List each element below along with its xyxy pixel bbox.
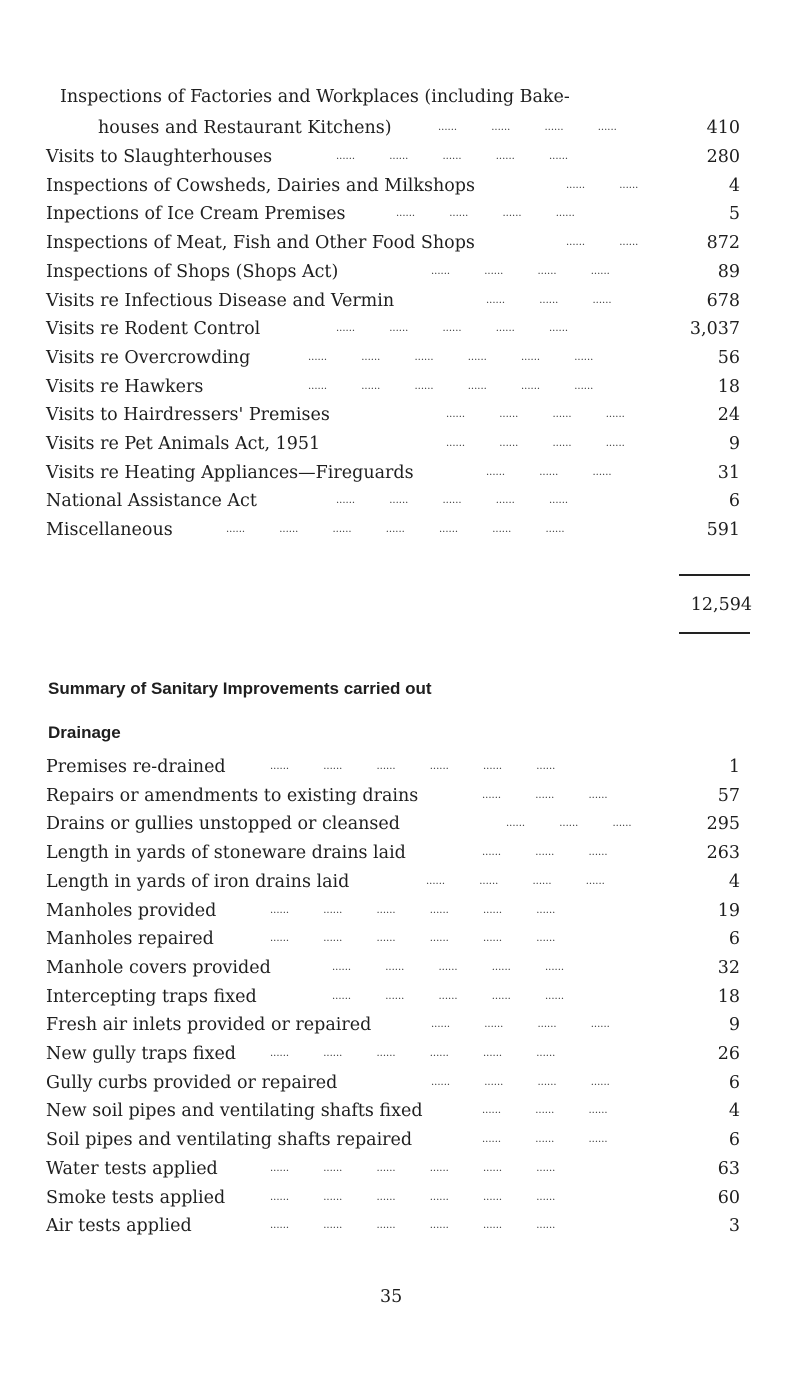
leader-dots: ...... ...... ......: [506, 818, 632, 830]
item-value: 4: [728, 1101, 740, 1122]
leader-dots: ...... ...... ...... ...... ......: [332, 990, 565, 1002]
list-item: [46, 1154, 740, 1184]
item-value: 1: [728, 757, 740, 777]
item-value: 60: [717, 1187, 740, 1208]
list-item: [46, 982, 740, 1012]
leader-dots: ...... ...... ...... ...... ...... ......: [270, 1220, 556, 1232]
item-label: Inspections of Shops (Shops Act): [46, 261, 339, 282]
inspections-header-text2: houses and Restaurant Kitchens): [98, 118, 392, 138]
list-item: [46, 867, 740, 897]
leader-dots: ...... ...... ...... ...... ...... ......: [270, 933, 556, 945]
item-value: 872: [706, 233, 740, 254]
item-label: New soil pipes and ventilating shafts fixed: [46, 1101, 423, 1122]
leader-dots: ...... ...... ......: [486, 466, 612, 478]
item-label: Soil pipes and ventilating shafts repaired: [46, 1130, 413, 1151]
list-item: [46, 1125, 740, 1155]
item-value: 18: [717, 376, 740, 397]
leader-dots: ...... ...... ......: [482, 1134, 608, 1146]
item-label: Visits to Slaughterhouses: [46, 147, 273, 167]
leader-dots: ...... ...... ...... ......: [446, 409, 625, 421]
item-value: 6: [728, 1072, 740, 1093]
list-item: [46, 838, 740, 868]
item-value: 57: [717, 785, 740, 806]
list-item: [46, 953, 740, 983]
item-value: 4: [728, 871, 740, 892]
item-value: 6: [728, 491, 740, 512]
list-item: [46, 458, 740, 488]
item-value: 9: [728, 1015, 740, 1036]
item-label: Intercepting traps fixed: [46, 986, 257, 1007]
list-item: [46, 1183, 740, 1213]
item-label: National Assistance Act: [46, 491, 257, 512]
list-item: [46, 781, 740, 811]
item-label: Repairs or amendments to existing drains: [46, 785, 419, 806]
list-item: [46, 228, 740, 258]
item-value: 89: [717, 261, 740, 282]
item-label: Visits re Rodent Control: [46, 319, 261, 340]
item-value: 3: [728, 1216, 740, 1237]
item-label: Visits re Heating Appliances—Fireguards: [46, 462, 414, 483]
item-value: 6: [728, 1130, 740, 1151]
inspections-header-line1: [60, 82, 740, 112]
item-value: 678: [706, 290, 740, 311]
item-value: 32: [717, 957, 740, 978]
list-item: [46, 343, 740, 373]
item-label: Length in yards of iron drains laid: [46, 871, 350, 892]
item-label: Manholes repaired: [46, 929, 214, 950]
leader-dots: ...... ...... ...... ...... ...... ......: [270, 1162, 556, 1174]
leader-dots: ...... ...... ...... ...... ...... ......: [270, 1191, 556, 1203]
item-value: 9: [728, 434, 740, 454]
leader-dots: ...... ...... ...... ...... ......: [336, 151, 569, 162]
list-item: [46, 142, 740, 172]
leader-dots: ...... ...... ...... ...... ...... ......: [270, 1048, 556, 1059]
item-label: Drains or gullies unstopped or cleansed: [46, 814, 400, 835]
item-value: 5: [728, 204, 740, 225]
item-value: 3,037: [689, 319, 740, 340]
total-rule-bottom: [679, 632, 750, 634]
item-label: Visits re Infectious Disease and Vermin: [46, 290, 395, 311]
list-item: [46, 1211, 740, 1241]
item-label: Miscellaneous: [46, 520, 173, 541]
inspections-first-value: 410: [706, 118, 740, 138]
leader-dots: ...... ...... ...... ...... ...... ......: [308, 351, 594, 363]
item-value: 280: [706, 147, 740, 167]
leader-dots: ...... ...... ...... ......: [426, 875, 605, 887]
list-item: [46, 1010, 740, 1040]
item-label: Inspections of Cowsheds, Dairies and Milkshops: [46, 175, 475, 196]
item-label: Smoke tests applied: [46, 1187, 226, 1208]
leader-dots: ...... ...... ...... ...... ...... ......: [270, 904, 556, 916]
item-label: Air tests applied: [46, 1216, 192, 1237]
item-value: 24: [717, 405, 740, 426]
leader-dots: ...... ...... ...... ......: [431, 265, 610, 277]
leader-dots: ...... ...... ...... ...... ......: [336, 323, 569, 335]
list-item: [46, 486, 740, 516]
list-item: [46, 1068, 740, 1098]
list-item: [46, 896, 740, 926]
list-item: [46, 314, 740, 344]
item-label: Visits re Overcrowding: [46, 347, 251, 368]
leader-dots: ...... ......: [566, 237, 639, 249]
list-item: [46, 171, 740, 201]
item-label: Inspections of Meat, Fish and Other Food Shops: [46, 233, 475, 254]
item-value: 295: [706, 814, 740, 835]
list-item: [46, 1096, 740, 1126]
item-label: Manholes provided: [46, 900, 217, 921]
leader-dots: ...... ...... ......: [482, 847, 608, 859]
item-label: Visits to Hairdressers' Premises: [46, 405, 330, 426]
item-value: 19: [717, 900, 740, 921]
leader-dots: ...... ...... ...... ...... ......: [332, 961, 565, 973]
item-label: Length in yards of stoneware drains laid: [46, 843, 406, 864]
list-item: [46, 752, 740, 782]
leader-dots: ...... ...... ...... ......: [431, 1076, 610, 1088]
list-item: [46, 429, 740, 459]
inspections-total: 12,594: [690, 595, 752, 615]
list-item: [46, 286, 740, 316]
item-label: Visits re Pet Animals Act, 1951: [46, 434, 321, 454]
item-value: 18: [717, 986, 740, 1007]
item-value: 4: [728, 175, 740, 196]
item-value: 56: [717, 347, 740, 368]
item-label: Inpections of Ice Cream Premises: [46, 204, 346, 225]
item-label: Gully curbs provided or repaired: [46, 1072, 338, 1093]
item-label: Water tests applied: [46, 1158, 218, 1179]
item-label: Fresh air inlets provided or repaired: [46, 1015, 372, 1036]
list-item: [46, 199, 740, 229]
leader-dots: ...... ...... ......: [482, 789, 608, 801]
item-label: Manhole covers provided: [46, 957, 271, 978]
leader-dots: ...... ...... ...... ...... ...... ......: [308, 380, 594, 392]
item-label: Premises re-drained: [46, 757, 226, 777]
leader-dots: ...... ...... ...... ...... ...... ......: [270, 761, 556, 772]
leader-dots: ...... ...... ...... ......: [431, 1019, 610, 1031]
list-item: [46, 257, 740, 287]
leader-dots: ...... ...... ......: [486, 294, 612, 306]
page-number: 35: [380, 1287, 403, 1307]
summary-title: Summary of Sanitary Improvements carried out: [48, 679, 432, 698]
list-item: [46, 924, 740, 954]
list-item: [46, 515, 740, 545]
item-value: 263: [706, 843, 740, 864]
item-value: 26: [717, 1044, 740, 1064]
leader-dots: ...... ......: [566, 179, 639, 191]
list-item: [46, 372, 740, 402]
leader-dots: ...... ...... ...... ......: [446, 438, 625, 449]
item-label: Visits re Hawkers: [46, 376, 204, 397]
item-value: 31: [717, 462, 740, 483]
item-value: 63: [717, 1158, 740, 1179]
leader-dots: ...... ...... ...... ......: [438, 122, 617, 133]
list-item: [46, 400, 740, 430]
inspections-header-text: Inspections of Factories and Workplaces (including Bake-: [60, 87, 570, 107]
leader-dots: ...... ...... ...... ...... ...... ...... ......: [226, 524, 565, 536]
leader-dots: ...... ...... ...... ...... ......: [336, 495, 569, 507]
leader-dots: ...... ...... ......: [482, 1105, 608, 1117]
list-item: [46, 809, 740, 839]
item-value: 6: [728, 929, 740, 950]
list-item: [46, 1039, 740, 1069]
leader-dots: ...... ...... ...... ......: [396, 208, 575, 220]
item-label: New gully traps fixed: [46, 1044, 237, 1064]
inspections-header-line2: [98, 113, 740, 143]
item-value: 591: [706, 520, 740, 541]
drainage-subheading: Drainage: [48, 723, 121, 742]
total-rule-top: [679, 574, 750, 576]
